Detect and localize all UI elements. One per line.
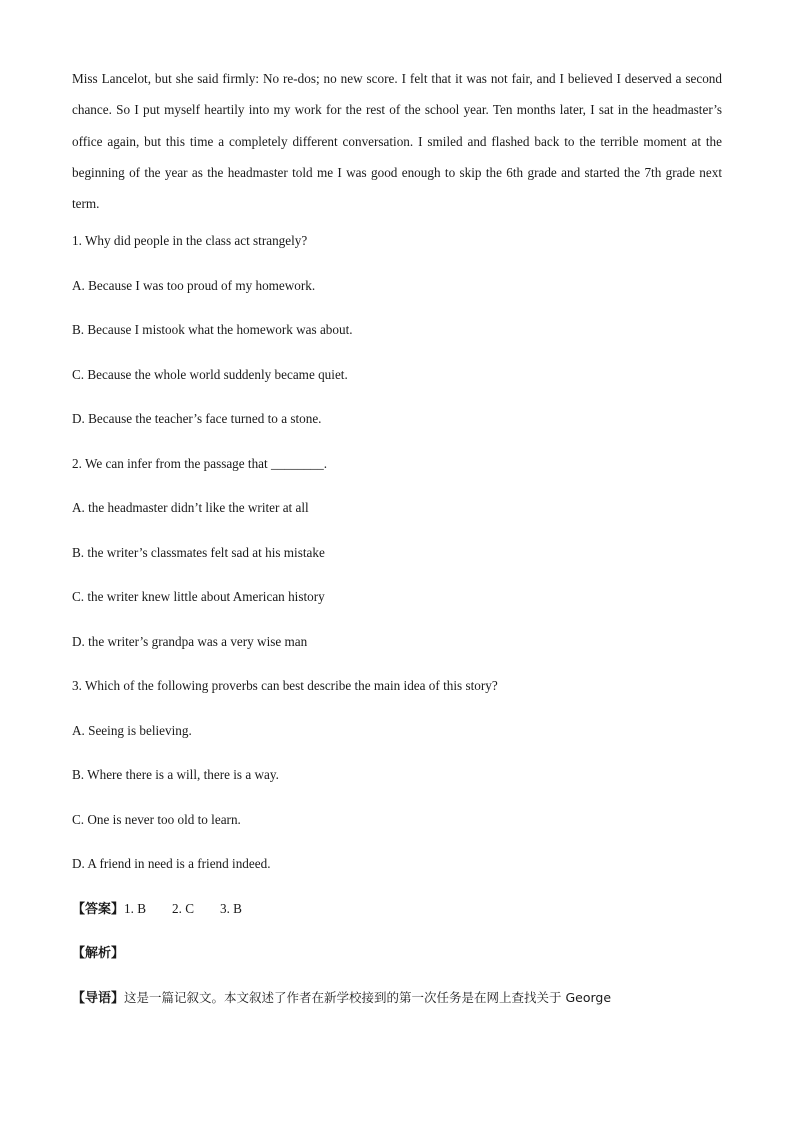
passage-paragraph: Miss Lancelot, but she said firmly: No re-dos; no new score. I felt that it was not fair, and I believed I deserved a second chance. So I put myself heartily into my work for the rest of the school year. Ten months later, I sat in the headmaster’s office again, but this time a completely different conversation. I smiled and flashed back to the terrible moment at the beginning of the year as the headmaster told me I was good enough to skip the 6th grade and started the 7th grade next term. [72,71,722,212]
guide-label: 【导语】 [72,990,125,1006]
option-a: A. the headmaster didn’t like the writer at all [72,500,309,516]
option-d: D. the writer’s grandpa was a very wise man [72,633,308,649]
answer-label: 【答案】 [72,901,125,917]
question-stem: 2. We can infer from the passage that ________. [72,455,328,471]
analysis-label: 【解析】 [72,946,125,962]
option-d: D. Because the teacher’s face turned to a stone. [72,411,322,427]
document-content [72,63,722,1026]
option-b: B. Where there is a will, there is a way. [72,767,279,783]
option-c: C. Because the whole world suddenly became quiet. [72,366,348,382]
answer-item: 3. B [219,900,242,916]
option-c: C. One is never too old to learn. [72,811,241,827]
option-a: A. Seeing is believing. [72,722,192,738]
question-stem: 3. Which of the following proverbs can best describe the main idea of this story? [72,678,498,694]
question-3 [72,670,722,893]
option-b: B. the writer’s classmates felt sad at his mistake [72,544,325,560]
question-2 [72,448,722,671]
guide-paragraph [72,982,722,1027]
question-1 [72,225,722,448]
analysis-heading [72,937,722,982]
answer-item: 2. C [172,900,194,916]
option-a: A. Because I was too proud of my homework. [72,277,316,293]
question-stem: 1. Why did people in the class act strangely? [72,233,308,249]
guide-text: 这是一篇记叙文。本文叙述了作者在新学校接到的第一次任务是在网上查找关于 George [124,989,612,1005]
option-c: C. the writer knew little about American history [72,589,325,605]
answer-key [72,893,722,938]
option-d: D. A friend in need is a friend indeed. [72,856,271,872]
option-b: B. Because I mistook what the homework was about. [72,322,353,338]
answer-item: 1. B [124,900,146,916]
